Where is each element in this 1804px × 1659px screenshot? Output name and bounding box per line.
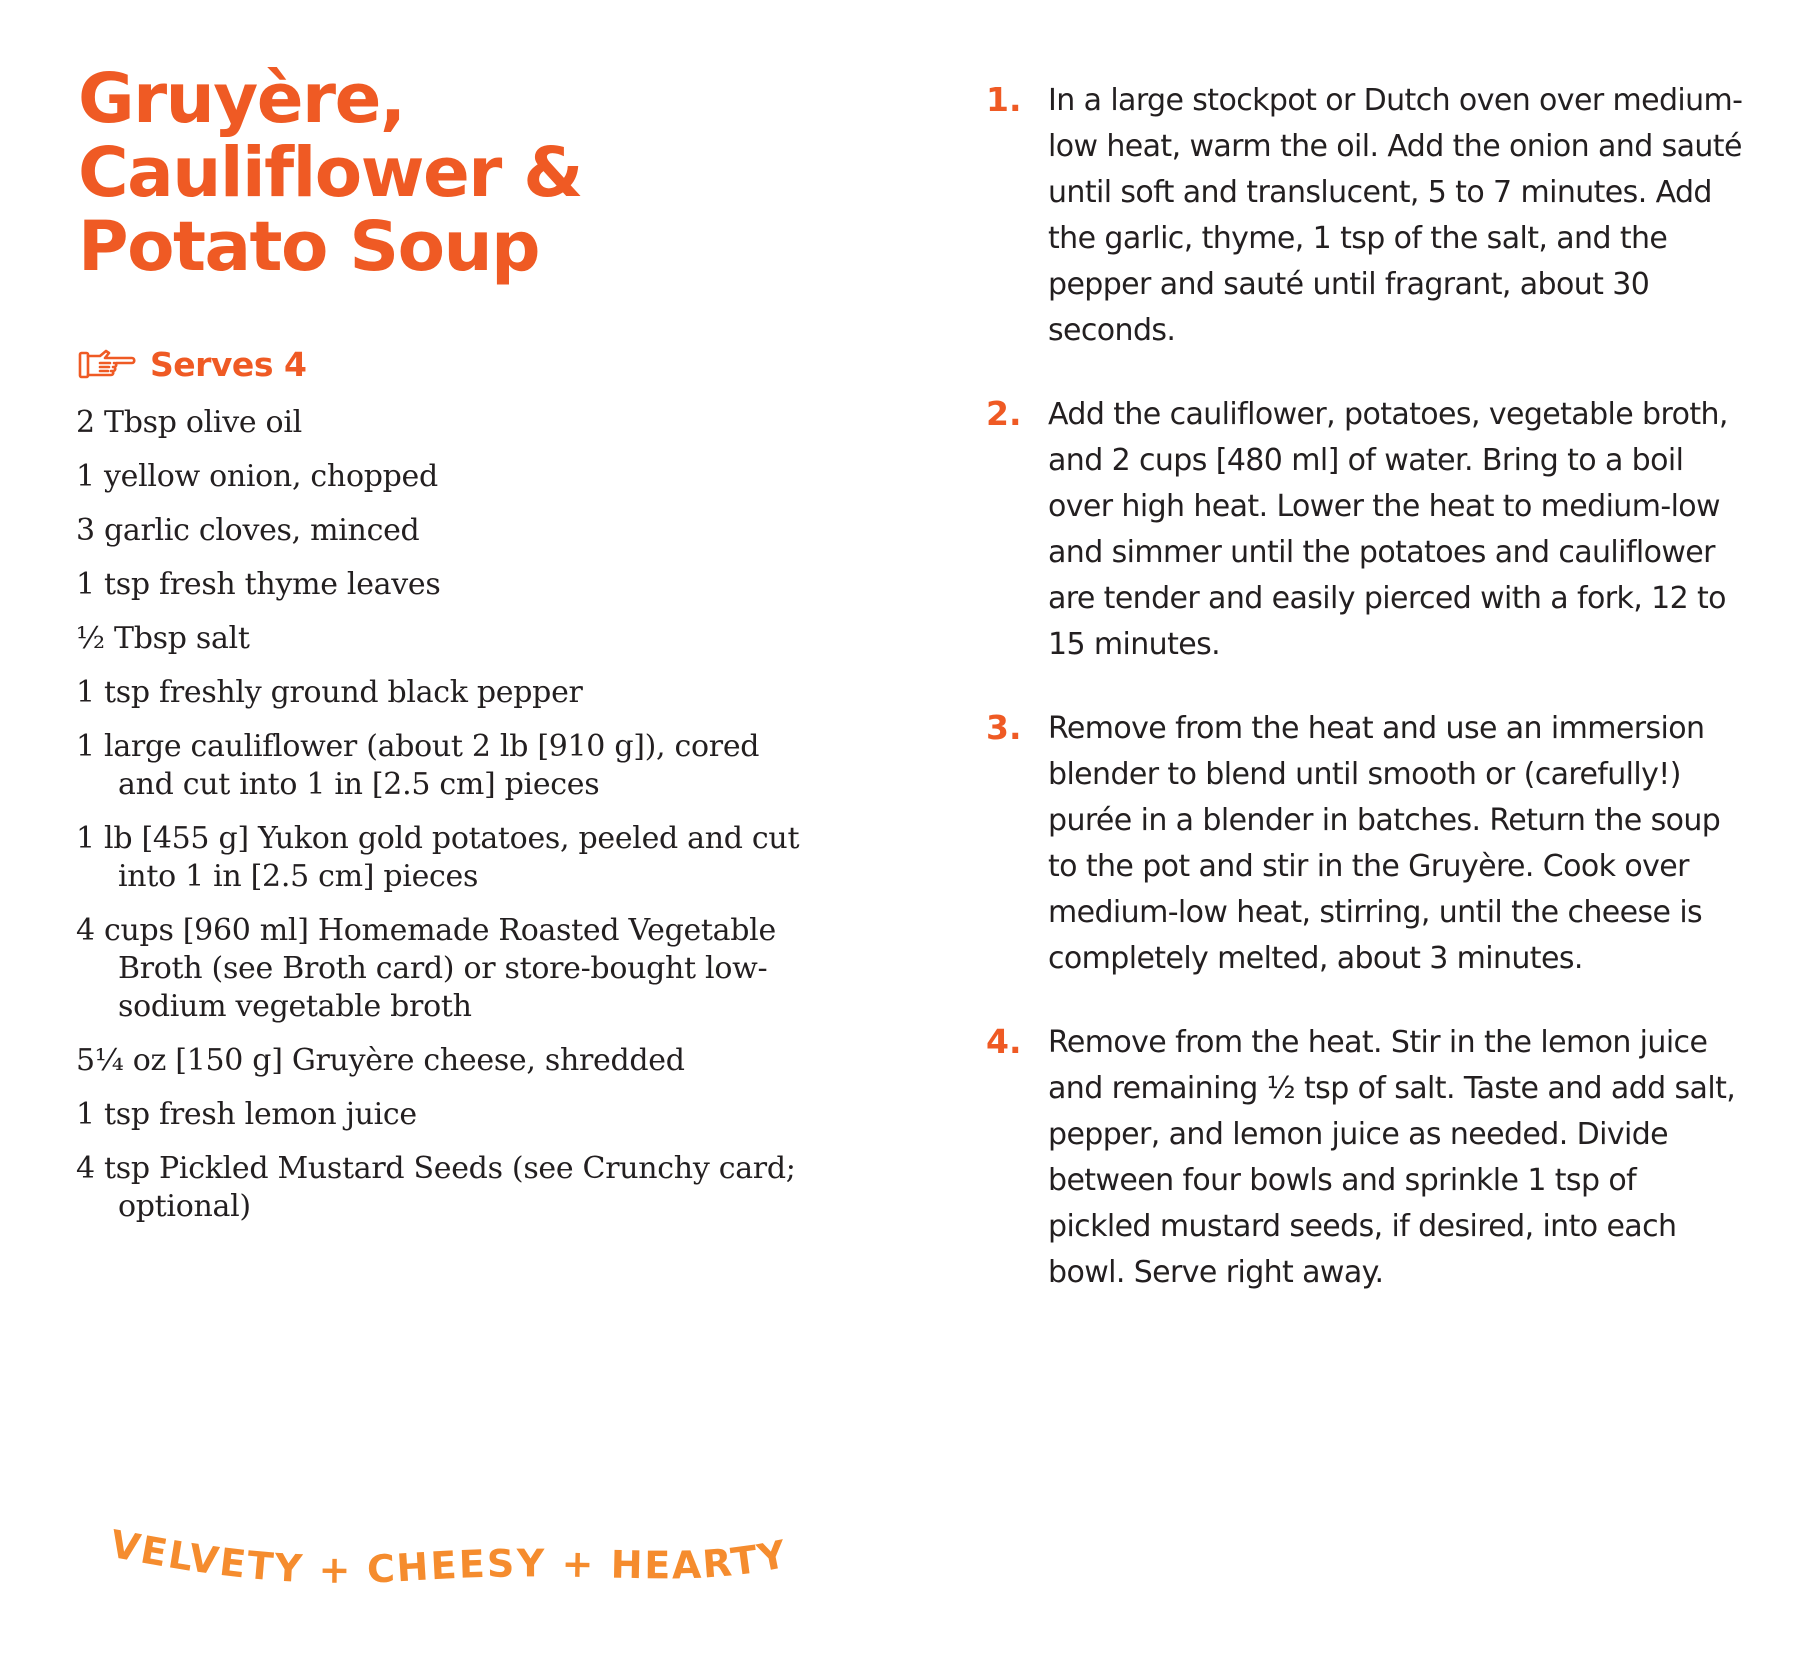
step-number: 3. <box>986 708 1022 747</box>
tagline-text <box>107 1522 792 1592</box>
step-number: 2. <box>986 394 1022 433</box>
ingredient-item: ½ Tbsp salt <box>76 621 250 656</box>
ingredient-item: 3 garlic cloves, minced <box>76 513 420 548</box>
step-item <box>986 392 1746 668</box>
serves-row <box>78 340 306 388</box>
step-item <box>986 78 1746 354</box>
step-text: Add the cauliflower, potatoes, vegetable broth, and 2 cups [480 ml] of water. Bring to a boil over high heat. Lower the heat to medium-low and simmer until the potatoes and cauliflower are tender and easily pierced with a fork, 12 to 15 minutes. <box>1048 397 1728 662</box>
step-text: Remove from the heat. Stir in the lemon juice and remaining ½ tsp of salt. Taste and add salt, pepper, and lemon juice as needed. Divide between four bowls and sprinkle 1 tsp of pickled mustard seeds, if desired, into each bowl. Serve right away. <box>1048 1025 1736 1290</box>
ingredient-item: 5¼ oz [150 g] Gruyère cheese, shredded <box>76 1043 685 1078</box>
title-line: Gruyère, <box>78 59 405 139</box>
ingredient-list <box>76 404 806 1242</box>
ingredient-item: 4 cups [960 ml] Homemade Roasted Vegetable Broth (see Broth card) or store-bought low-sodium vegetable broth <box>76 913 776 1024</box>
step-number: 1. <box>986 80 1022 119</box>
title-line: Cauliflower & <box>78 133 582 213</box>
method-steps <box>986 78 1746 1334</box>
ingredient-item: 1 tsp fresh lemon juice <box>76 1097 417 1132</box>
step-item <box>986 706 1746 982</box>
step-item <box>986 1020 1746 1296</box>
ingredient-item: 1 tsp fresh thyme leaves <box>76 567 441 602</box>
tagline <box>100 1500 860 1615</box>
pointing-hand-icon <box>78 347 136 381</box>
ingredient-item: 4 tsp Pickled Mustard Seeds (see Crunchy card; optional) <box>76 1151 796 1224</box>
tagline-path-text: VELVETY + CHEESY + HEARTY <box>106 1521 792 1592</box>
ingredient-item: 1 tsp freshly ground black pepper <box>76 675 583 710</box>
ingredient-item: 1 yellow onion, chopped <box>76 459 438 494</box>
step-text: In a large stockpot or Dutch oven over medium-low heat, warm the oil. Add the onion and sauté until soft and translucent, 5 to 7 minutes. Add the garlic, thyme, 1 tsp of the salt, and the pepper and sauté until fragrant, about 30 seconds. <box>1048 83 1743 348</box>
ingredient-item: 2 Tbsp olive oil <box>76 405 302 440</box>
title-line: Potato Soup <box>78 207 540 287</box>
recipe-title <box>78 59 778 287</box>
step-text: Remove from the heat and use an immersion blender to blend until smooth or (carefully!) purée in a blender in batches. Return the soup to the pot and stir in the Gruyère. Cook over medium-low heat, stirring, until the cheese is completely melted, about 3 minutes. <box>1048 711 1721 976</box>
step-number: 4. <box>986 1022 1022 1061</box>
serves-label: Serves 4 <box>150 344 307 384</box>
ingredient-item: 1 large cauliflower (about 2 lb [910 g]), cored and cut into 1 in [2.5 cm] pieces <box>76 729 760 802</box>
ingredient-item: 1 lb [455 g] Yukon gold potatoes, peeled and cut into 1 in [2.5 cm] pieces <box>76 821 800 894</box>
